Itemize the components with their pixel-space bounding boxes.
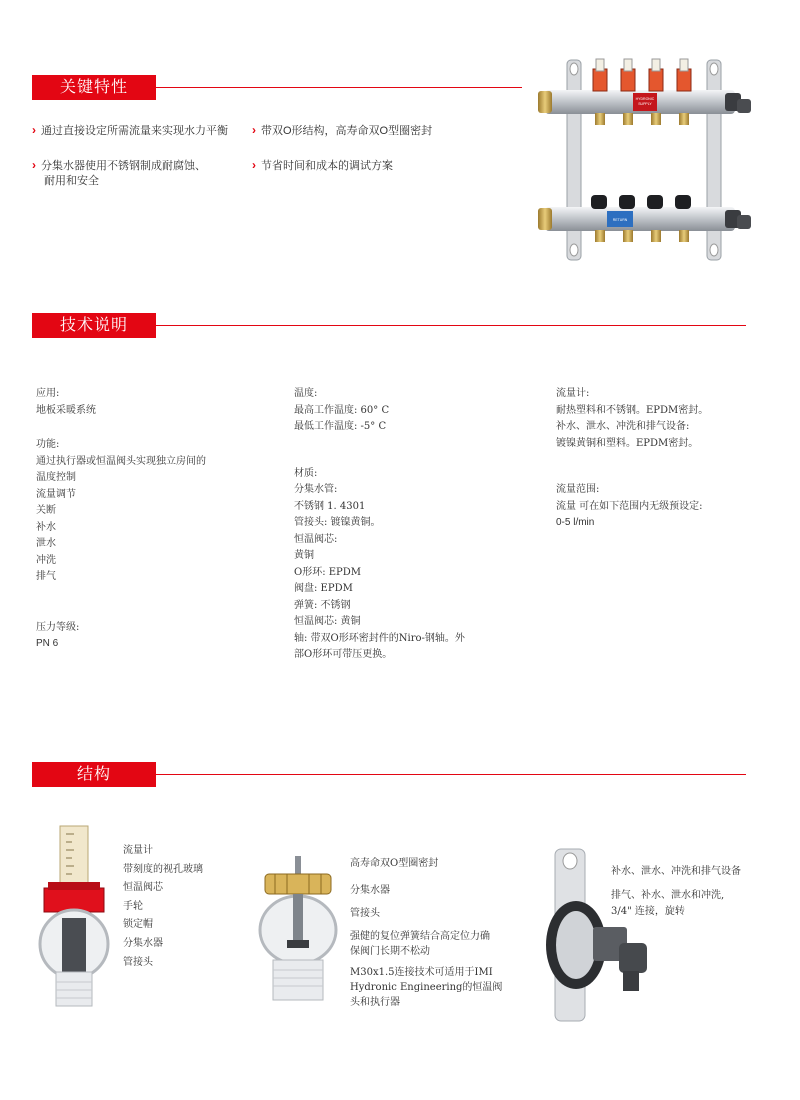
material-line: 恒温阀芯: [294, 533, 338, 545]
part-description: 强健的复位弹簧结合高定位力确 [350, 931, 490, 942]
part-label: 分集水器 [123, 937, 163, 949]
part-label: 高寿命双O型圈密封 [350, 858, 439, 869]
feature-item [252, 123, 432, 139]
flow-range-line: 流量 可在如下范围内无级预设定: [556, 500, 703, 512]
part-description: 保阀门长期不松动 [350, 946, 430, 957]
part-label: 流量计 [123, 845, 153, 856]
material-line: 部O形环可带压更换。 [294, 649, 393, 660]
structure-divider [156, 774, 746, 775]
application-label: 应用: [36, 388, 60, 399]
part-label: 锁定帽 [123, 919, 153, 931]
material-line: 黄铜 [294, 550, 314, 561]
supply-label-text: HYDRONIC [635, 97, 655, 101]
tech-divider [156, 325, 746, 326]
chevron-right-icon: › [32, 158, 36, 172]
structure-section-title: 结构 [32, 762, 156, 787]
tech-column-application [36, 386, 206, 653]
part-label: 管接头 [123, 956, 153, 968]
feature-item [32, 158, 206, 189]
function-line: 流量调节 [36, 488, 76, 500]
part-label: 分集水器 [350, 885, 390, 896]
part-description: M30x1.5连接技术可适用于IMI [350, 967, 493, 978]
feature-text: 节省时间和成本的调试方案 [261, 160, 393, 172]
tech-section-title: 技术说明 [32, 313, 156, 338]
features-section-title: 关键特性 [32, 75, 156, 100]
material-line: 轴: 带双O形环密封件的Niro-钢轴。外 [294, 632, 465, 644]
part-label: 管接头 [350, 908, 380, 919]
flow-range-label: 流量范围: [556, 484, 600, 495]
flowmeter-label: 流量计: [556, 388, 590, 399]
manifold-product-image [535, 55, 765, 270]
function-line: 排气 [36, 571, 56, 582]
flowmeter-valve-labels [123, 842, 203, 972]
application-value: 地板采暖系统 [36, 404, 96, 416]
pressure-value: PN 6 [36, 638, 59, 649]
tech-column-flowmeter [556, 386, 708, 532]
feature-text: 带双O形结构，高寿命双O型圈密封 [261, 125, 433, 137]
thermostatic-insert-labels [350, 856, 502, 1010]
part-label: 带刻度的视孔玻璃 [123, 863, 203, 875]
material-line: 管接头: 镀镍黄铜。 [294, 517, 381, 528]
temperature-label: 温度: [294, 388, 318, 399]
tech-column-temperature [294, 386, 465, 664]
feature-text: 通过直接设定所需流量来实现水力平衡 [41, 125, 228, 137]
function-line: 冲洗 [36, 554, 56, 566]
temperature-max: 最高工作温度: 60° C [294, 404, 390, 416]
function-line: 泄水 [36, 538, 56, 549]
function-line: 关断 [36, 505, 56, 516]
part-label: 恒温阀芯 [123, 882, 163, 894]
part-description: Hydronic Engineering的恒温阀 [350, 982, 503, 993]
feature-item [32, 123, 228, 139]
function-line: 补水 [36, 521, 56, 533]
part-description: 头和执行器 [350, 997, 400, 1008]
material-line: 分集水管: [294, 484, 338, 495]
pressure-label: 压力等级: [36, 621, 80, 633]
fill-drain-labels [611, 864, 741, 921]
flow-range-value: 0-5 l/min [556, 517, 595, 528]
flowmeter-line: 镀镍黄铜和塑料。EPDM密封。 [556, 437, 699, 449]
material-line: 弹簧: 不锈钢 [294, 599, 351, 611]
material-label: 材质: [294, 467, 318, 479]
supply-label-text2: SUPPLY [638, 102, 652, 106]
function-line: 温度控制 [36, 472, 76, 483]
chevron-right-icon: › [32, 123, 36, 137]
features-divider [156, 87, 522, 88]
feature-item [252, 158, 393, 174]
part-label: 手轮 [123, 900, 143, 912]
material-line: O形环: EPDM [294, 566, 362, 578]
function-line: 通过执行器或恒温阀头实现独立房间的 [36, 455, 206, 467]
chevron-right-icon: › [252, 158, 256, 172]
material-line: 恒温阀芯: 黄铜 [294, 616, 361, 627]
temperature-min: 最低工作温度: -5° C [294, 421, 387, 432]
flowmeter-line: 补水、泄水、冲洗和排气设备: [556, 421, 690, 432]
part-label: 补水、泄水、冲洗和排气设备 [611, 866, 741, 877]
function-label: 功能: [36, 439, 60, 450]
material-line: 阀盘: EPDM [294, 583, 353, 594]
flowmeter-line: 耐热塑料和不锈钢。EPDM密封。 [556, 404, 709, 416]
material-line: 不锈钢 1. 4301 [294, 500, 366, 512]
flowmeter-valve-image [36, 822, 116, 1022]
part-description: 排气、补水、泄水和冲洗, [611, 889, 725, 901]
return-label-text: RETURN [612, 218, 628, 222]
feature-text: 分集水器使用不锈钢制成耐腐蚀、 [41, 160, 206, 172]
thermostatic-insert-image [255, 856, 345, 1006]
part-description: 3/4" 连接，旋转 [611, 906, 685, 917]
feature-text-cont: 耐用和安全 [44, 175, 99, 187]
chevron-right-icon: › [252, 123, 256, 137]
